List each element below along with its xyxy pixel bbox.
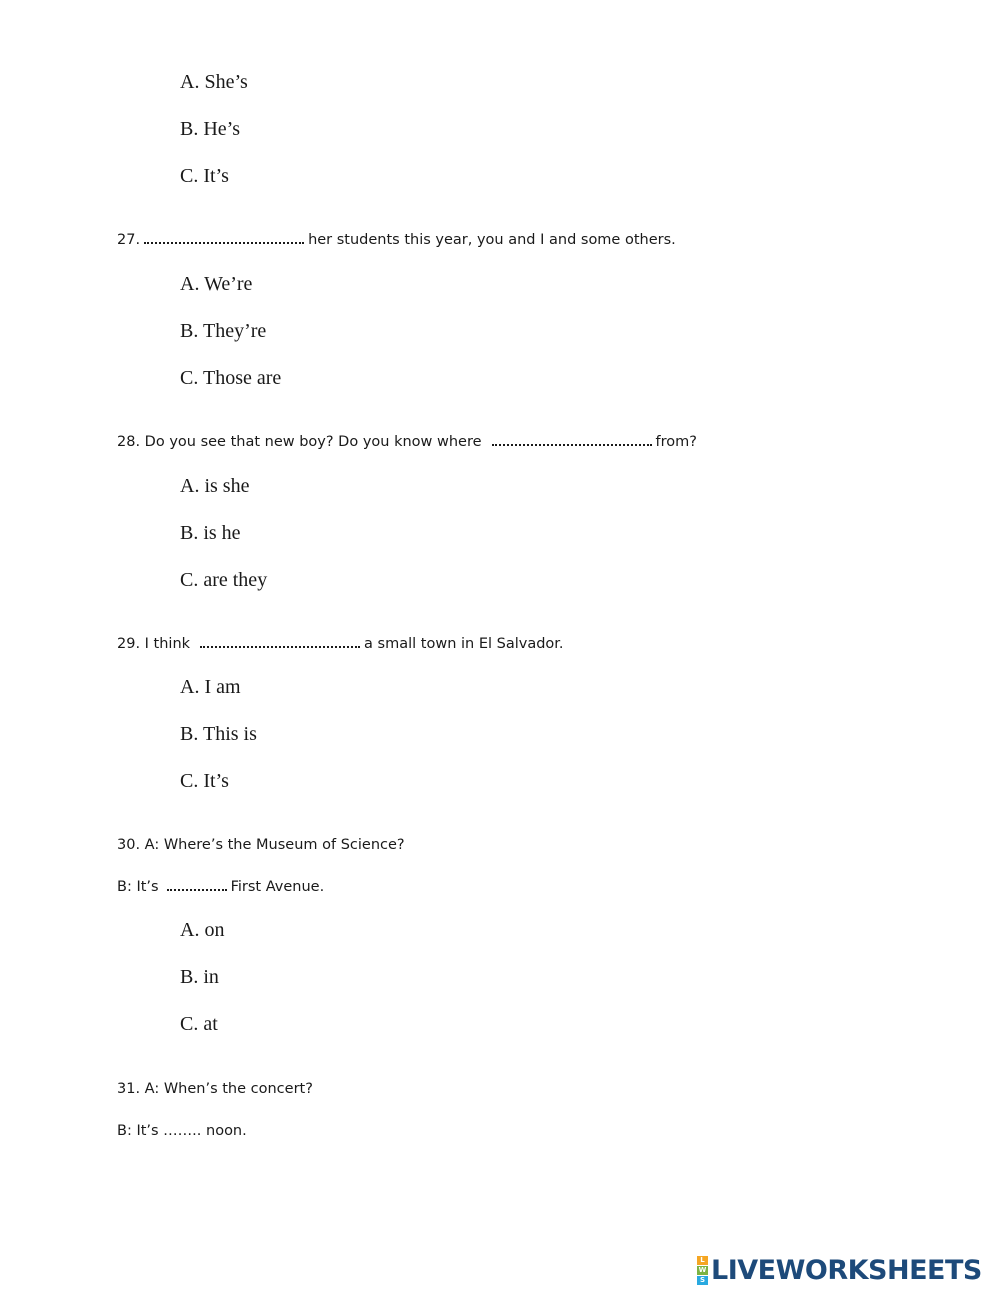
q26-option-a[interactable]: A. She’s <box>180 71 248 93</box>
q28-prompt <box>117 432 697 452</box>
q27-suffix: her students this year, you and I and some others. <box>308 232 676 248</box>
q29-prompt <box>117 634 564 654</box>
q27-option-b[interactable]: B. They’re <box>180 320 267 342</box>
q30-answer-blank[interactable] <box>167 879 227 891</box>
q29-answer-blank[interactable] <box>200 636 360 648</box>
q28-suffix: from? <box>655 434 697 450</box>
q29-prefix: 29. I think <box>117 636 191 652</box>
q27-answer-blank[interactable] <box>144 232 304 244</box>
q28-prefix: 28. Do you see that new boy? Do you know where <box>117 434 482 450</box>
q30-line-b-suffix: First Avenue. <box>230 879 325 895</box>
q27-prefix: 27. <box>117 232 141 248</box>
q27-option-a[interactable]: A. We’re <box>180 273 253 295</box>
logo-text: LIVEWORKSHEETS <box>711 1254 982 1286</box>
q26-option-b[interactable]: B. He’s <box>180 118 240 140</box>
logo-block-w: W <box>698 1265 707 1274</box>
q27-option-c[interactable]: C. Those are <box>180 367 282 389</box>
q29-option-b[interactable]: B. This is <box>180 723 257 745</box>
q31-line-a: 31. A: When’s the concert? <box>117 1081 313 1097</box>
q29-option-c[interactable]: C. It’s <box>180 770 229 792</box>
q30-line-a: 30. A: Where’s the Museum of Science? <box>117 837 405 853</box>
q30-option-b[interactable]: B. in <box>180 966 219 988</box>
q30-line-b-prefix: B: It’s <box>117 879 159 895</box>
q27-prompt <box>117 230 676 250</box>
logo-blocks-icon <box>697 1256 708 1285</box>
q28-option-a[interactable]: A. is she <box>180 475 250 497</box>
q28-option-c[interactable]: C. are they <box>180 569 268 591</box>
q29-option-a[interactable]: A. I am <box>180 676 241 698</box>
q28-option-b[interactable]: B. is he <box>180 522 241 544</box>
liveworksheets-logo <box>697 1253 982 1287</box>
q30-option-c[interactable]: C. at <box>180 1013 218 1035</box>
q29-suffix: a small town in El Salvador. <box>364 636 564 652</box>
q31-line-b: B: It’s …….. noon. <box>117 1123 247 1139</box>
q26-option-c[interactable]: C. It’s <box>180 165 229 187</box>
q30-line-b <box>117 877 324 897</box>
q30-option-a[interactable]: A. on <box>180 919 225 941</box>
logo-block-s: S <box>697 1276 708 1285</box>
q28-answer-blank[interactable] <box>492 434 652 446</box>
logo-block-l: L <box>697 1256 708 1265</box>
